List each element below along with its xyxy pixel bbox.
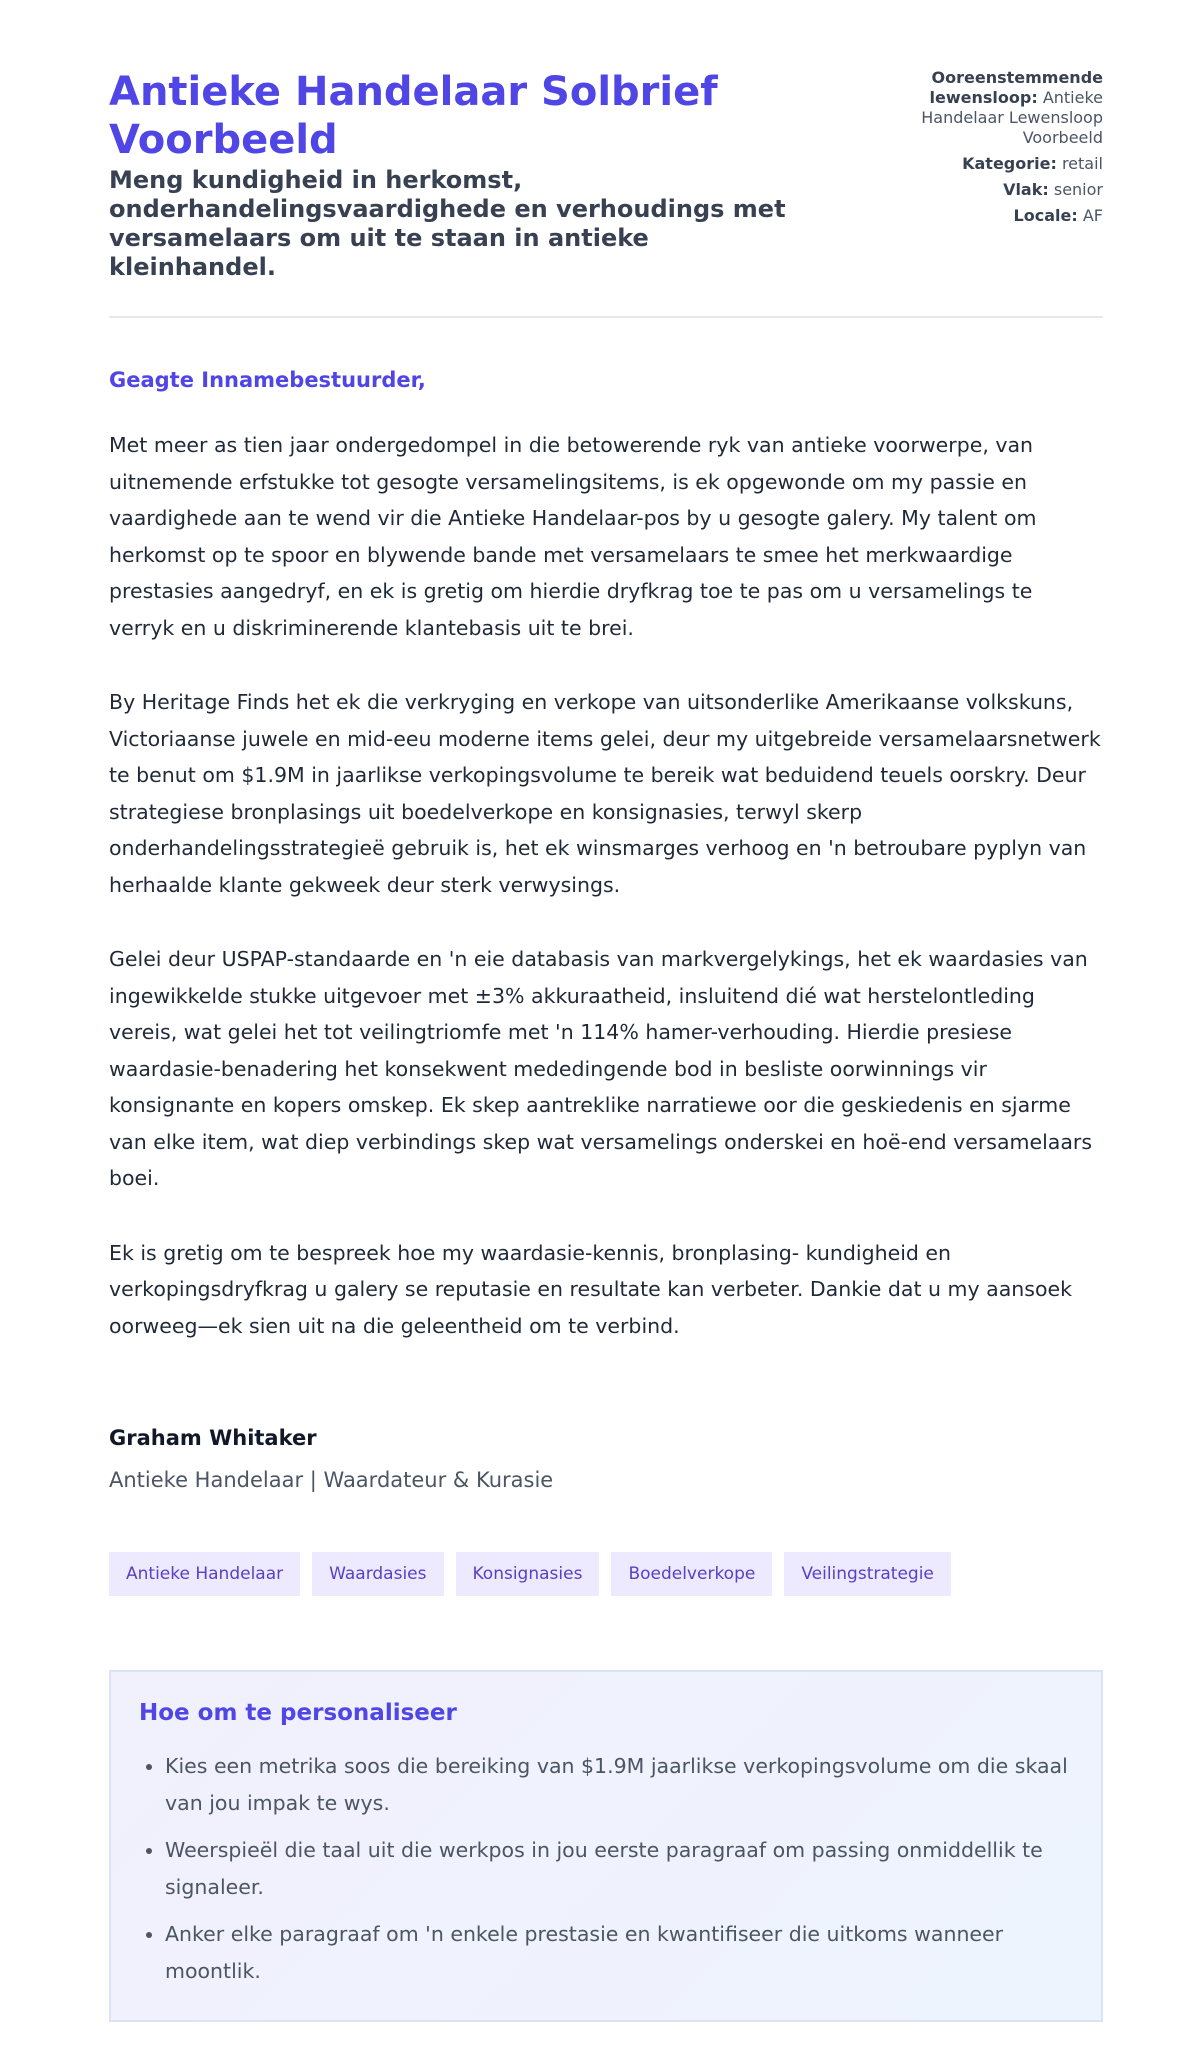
tag-chip: Waardasies <box>312 1552 443 1596</box>
tag-chip: Antieke Handelaar <box>109 1552 300 1596</box>
meta-locale <box>863 206 1103 226</box>
meta-value: retail <box>1061 154 1103 173</box>
tag-list <box>109 1552 1103 1596</box>
tip-item: • Kies een metrika soos die bereiking van $1.9M jaarlikse verkopingsvolume om die skaal van jou impak te wys. <box>165 1748 1073 1822</box>
letter-paragraph-3: Gelei deur USPAP-standaarde en 'n eie databasis van markvergelykings, het ek waardasies van ingewikkelde stukke uitgevoer met ±3% akkuraatheid, insluitend dié wat herstelontleding vereis, wat gelei het tot veilingtriomfe met 'n 114% hamer-verhouding. Hierdie presiese waardasie-benadering het konsekwent mededingende bod in besliste oorwinnings vir konsignante en kopers omskep. Ek skep aantreklike narratiewe oor die geskiedenis en sjarme van elke item, wat diep verbindings skep wat versamelings onderskei en hoë-end versamelaars boei. <box>109 947 1093 1190</box>
page-title: Antieke Handelaar Solbrief Voorbeeld <box>109 69 718 163</box>
personalization-tips-box <box>109 1670 1103 2022</box>
tag-chip: Boedelverkope <box>611 1552 772 1596</box>
signature-name: Graham Whitaker <box>109 1426 317 1450</box>
meta-category <box>863 154 1103 174</box>
header-titles <box>109 68 809 282</box>
page-subtitle: Meng kundigheid in herkomst, onderhandelingsvaardighede en verhoudings met versamelaars om uit te staan in antieke kleinhandel. <box>109 166 786 281</box>
tip-item: • Anker elke paragraaf om 'n enkele prestasie en kwantifiseer die uitkoms wanneer moontlik. <box>165 1916 1073 1990</box>
signature-title: Antieke Handelaar | Waardateur & Kurasie <box>109 1468 554 1492</box>
tag-chip: Veilingstrategie <box>784 1552 951 1596</box>
tips-title: Hoe om te personaliseer <box>139 1700 457 1726</box>
meta-panel <box>863 68 1103 232</box>
letter-paragraph-1: Met meer as tien jaar ondergedompel in die betowerende ryk van antieke voorwerpe, van uitnemende erfstukke tot gesogte versamelingsitems, is ek opgewonde om my passie en vaardighede aan te wend vir die Antieke Handelaar-pos by u gesogte galery. My talent om herkomst op te spoor en blywende bande met versamelaars te smee het merkwaardige prestasies aangedryf, en ek is gretig om hierdie dryfkrag toe te pas om u versamelings te verryk en u diskriminerende klantebasis uit te brei. <box>109 433 1037 640</box>
meta-key: Vlak: <box>1003 180 1049 199</box>
header-divider <box>109 316 1103 318</box>
meta-value: senior <box>1053 180 1103 199</box>
meta-value: AF <box>1082 206 1103 225</box>
salutation: Geagte Innamebestuurder, <box>109 368 426 392</box>
tip-item: • Weerspieël die taal uit die werkpos in jou eerste paragraaf om passing onmiddellik te signaleer. <box>165 1832 1073 1906</box>
letter-paragraph-2: By Heritage Finds het ek die verkryging en verkope van uitsonderlike Amerikaanse volkskuns, Victoriaanse juwele en mid-eeu moderne items gelei, deur my uitgebreide versamelaarsnetwerk te benut om $1.9M in jaarlikse verkopingsvolume te bereik wat beduidend teuels oorskry. Deur strategiese bronplasings uit boedelverkope en konsignasies, terwyl skerp onderhandelingsstrategieë gebruik is, het ek winsmarges verhoog en 'n betroubare pyplyn van herhaalde klante gekweek deur sterk verwysings. <box>109 690 1101 897</box>
meta-matching-resume <box>863 68 1103 148</box>
letter-paragraph-4: Ek is gretig om te bespreek hoe my waardasie-kennis, bronplasing- kundigheid en verkopingsdryfkrag u galery se reputasie en resultate kan verbeter. Dankie dat u my aansoek oorweeg—ek sien uit na die geleentheid om te verbind. <box>109 1240 1072 1338</box>
cover-letter-page <box>109 0 1103 2022</box>
meta-level <box>863 180 1103 200</box>
meta-key: Ooreenstemmende lewensloop: <box>929 68 1103 107</box>
meta-key: Locale: <box>1013 206 1078 225</box>
tips-list <box>139 1748 1073 1990</box>
meta-key: Kategorie: <box>962 154 1057 173</box>
meta-value: Antieke Handelaar Lewensloop Voorbeeld <box>921 88 1103 147</box>
tag-chip: Konsignasies <box>456 1552 600 1596</box>
header <box>109 68 1103 282</box>
